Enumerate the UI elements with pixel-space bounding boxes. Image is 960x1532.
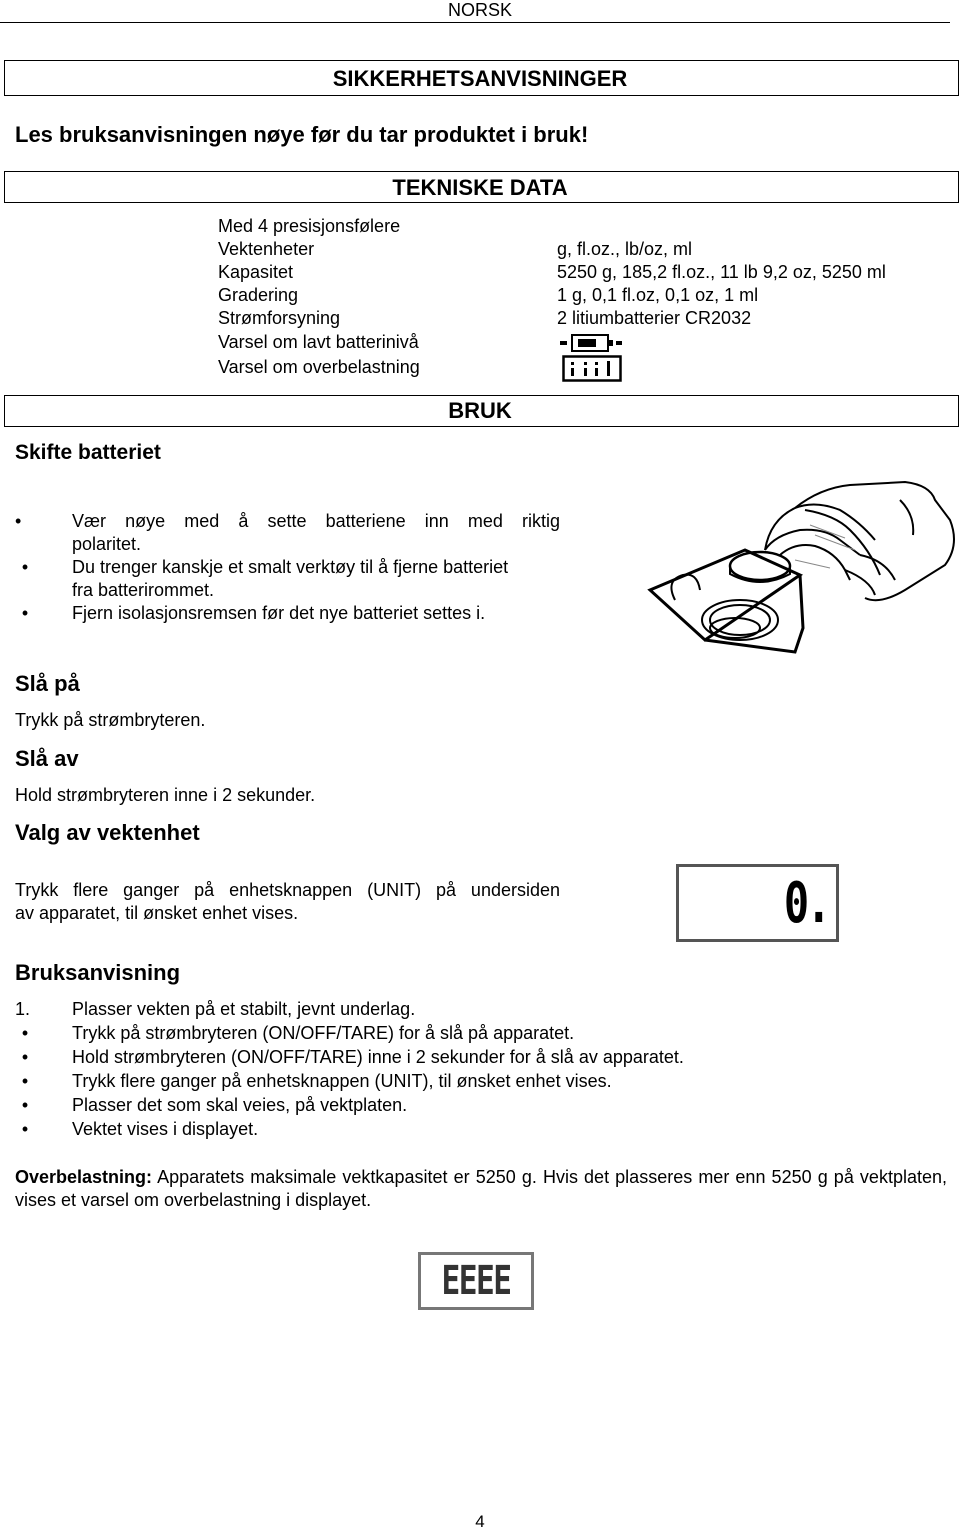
language-header: NORSK: [447, 0, 512, 20]
display-reading: 0.: [783, 871, 828, 936]
spec-label: Varsel om overbelastning: [218, 357, 420, 377]
header-rule: [0, 22, 950, 23]
low-battery-icon: [560, 334, 622, 352]
power-off-heading: Slå av: [15, 746, 79, 771]
overload-display: [418, 1252, 534, 1310]
spec-value: g, fl.oz., lb/oz, ml: [557, 239, 693, 259]
battery-instructions: [15, 510, 560, 625]
step-number: 1.: [15, 999, 31, 1019]
list-item: fra batterirommet.: [72, 580, 215, 600]
safety-title: SIKKERHETSANVISNINGER: [332, 66, 628, 91]
overload-icon: [562, 355, 622, 382]
unit-heading: Valg av vektenhet: [15, 820, 200, 845]
overload-text: Apparatets maksimale vektkapasitet er 5250 g. Hvis det plasseres mer enn 5250 g på vektplaten, vises et varsel om overbelastning i displayet.: [15, 1167, 947, 1210]
spec-value: 5250 g, 185,2 fl.oz., 11 lb 9,2 oz, 5250 ml: [557, 262, 886, 282]
power-on-heading: Slå på: [15, 671, 80, 696]
bullet-icon: •: [21, 1047, 29, 1067]
battery-heading: Skifte batteriet: [15, 441, 161, 464]
overload-reading: EEEE: [441, 1258, 511, 1304]
list-item: 1. Plasser vekten på et stabilt, jevnt underlag.: [15, 999, 416, 1019]
bullet-icon: •: [21, 1023, 29, 1043]
list-item: polaritet.: [72, 534, 142, 554]
spec-label: Gradering: [218, 285, 299, 305]
list-item: • Plasser det som skal veies, på vektplaten.: [15, 1094, 945, 1117]
spec-label: Vektenheter: [218, 239, 315, 259]
overload-label: Overbelastning:: [15, 1167, 153, 1187]
safety-warning: Les bruksanvisningen nøye før du tar produktet i bruk!: [15, 122, 589, 147]
list-item: • Vektet vises i displayet.: [15, 1118, 945, 1141]
bullet-icon: •: [21, 1119, 29, 1139]
battery-replacement-illustration: [645, 480, 960, 660]
spec-label: Varsel om lavt batterinivå: [218, 332, 419, 352]
power-on-text: Trykk på strømbryteren.: [15, 710, 206, 730]
spec-value: 2 litiumbatterier CR2032: [557, 308, 752, 328]
instructions-heading: Bruksanvisning: [15, 960, 181, 985]
overload-paragraph: [15, 1166, 947, 1212]
list-item: • Vær nøye med å sette batteriene inn med riktig: [15, 511, 560, 531]
list-item: • Du trenger kanskje et smalt verktøy til å fjerne batteriet: [15, 556, 560, 579]
spec-value: 1 g, 0,1 fl.oz, 0,1 oz, 1 ml: [557, 285, 759, 305]
usage-instructions: [15, 998, 945, 1141]
list-item: • Trykk flere ganger på enhetsknappen (UNIT), til ønsket enhet vises.: [15, 1070, 945, 1093]
list-item: • Hold strømbryteren (ON/OFF/TARE) inne i 2 sekunder for å slå av apparatet.: [15, 1046, 945, 1069]
bullet-icon: •: [21, 557, 29, 577]
bullet-icon: •: [21, 1071, 29, 1091]
list-item: • Fjern isolasjonsremsen før det nye batteriet settes i.: [15, 602, 560, 625]
unit-text-line2: av apparatet, til ønsket enhet vises.: [15, 903, 299, 923]
bullet-icon: •: [21, 1095, 29, 1115]
spec-label: Kapasitet: [218, 262, 294, 282]
spec-label: Med 4 presisjonsfølere: [218, 216, 401, 236]
bullet-icon: •: [21, 603, 29, 623]
list-item: • Trykk på strømbryteren (ON/OFF/TARE) for å slå på apparatet.: [15, 1022, 945, 1045]
usage-title: BRUK: [448, 398, 512, 423]
bullet-icon: •: [15, 511, 22, 531]
spec-label: Strømforsyning: [218, 308, 341, 328]
power-off-text: Hold strømbryteren inne i 2 sekunder.: [15, 785, 316, 805]
tech-title: TEKNISKE DATA: [392, 175, 568, 200]
unit-text-line1: Trykk flere ganger på enhetsknappen (UNIT) på undersiden: [15, 880, 560, 900]
unit-display: [676, 864, 839, 942]
page-number: 4: [475, 1512, 485, 1531]
